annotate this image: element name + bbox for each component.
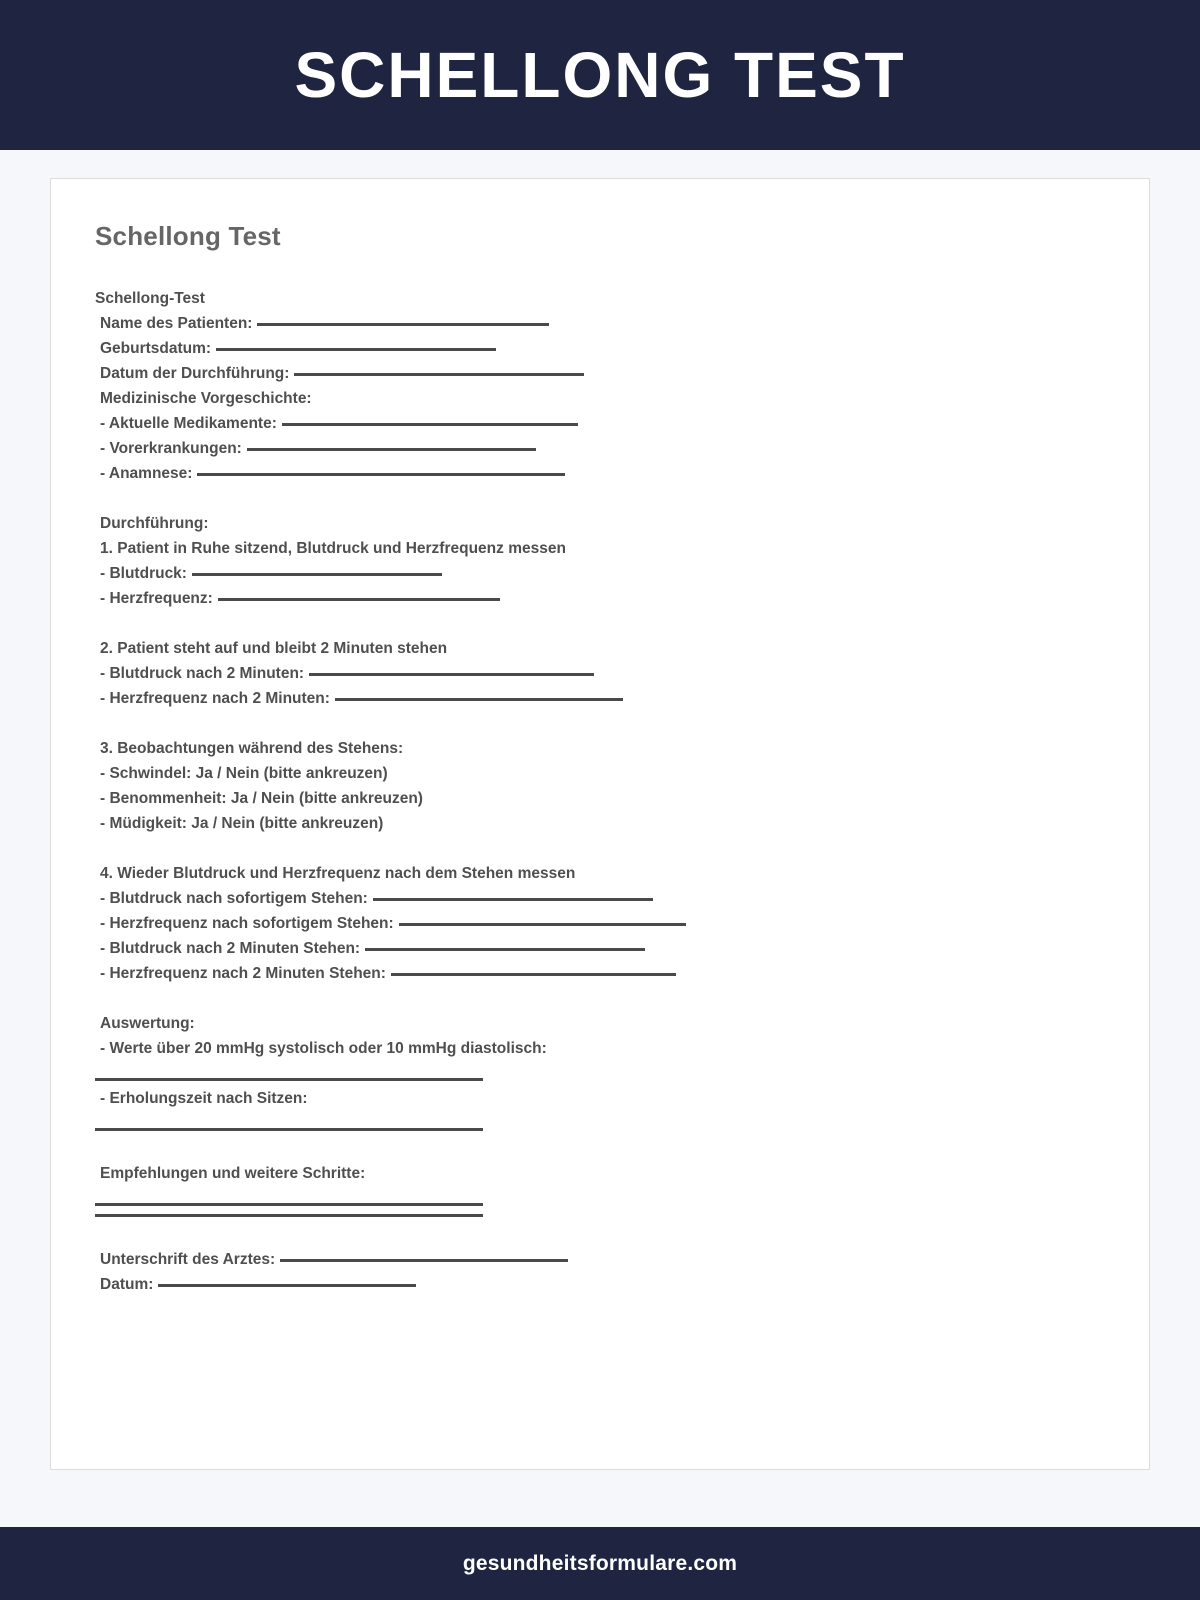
fill-in-rule[interactable] [391,973,676,976]
section-spacer [95,1136,1105,1161]
field-label: - Blutdruck: [100,565,187,582]
heading-empfehlungen [95,1161,1105,1186]
field-label: - Schwindel: Ja / Nein (bitte ankreuzen) [100,765,388,782]
form-card [50,178,1150,1470]
fill-in-rule[interactable] [309,673,594,676]
field-label: - Werte über 20 mmHg systolisch oder 10 mmHg diastolisch: [100,1040,547,1057]
fill-in-rule[interactable] [257,323,549,326]
step-title-label: 4. Wieder Blutdruck und Herzfrequenz nach dem Stehen messen [100,865,576,882]
field-unterschrift-des-arztes[interactable] [95,1247,1105,1272]
field-blutdruck[interactable] [95,561,1105,586]
fill-in-rule-empfehlung-2[interactable] [95,1214,483,1217]
field-herzfrequenz[interactable] [95,586,1105,611]
section-spacer [95,836,1105,861]
field-label: Geburtsdatum: [100,340,212,357]
field-label: - Herzfrequenz nach 2 Minuten: [100,690,330,707]
fill-in-rule[interactable] [373,898,653,901]
field-label: Medizinische Vorgeschichte: [100,390,312,407]
form-card-title: Schellong Test [95,221,281,251]
step-1-title [95,536,1105,561]
heading-auswertung [95,1011,1105,1036]
step-4-title [95,861,1105,886]
field-label: - Aktuelle Medikamente: [100,415,277,432]
field-label: - Blutdruck nach sofortigem Stehen: [100,890,368,907]
step-title-label: 2. Patient steht auf und bleibt 2 Minuten stehen [100,640,448,657]
field-muedigkeit[interactable] [95,811,1105,836]
page-footer [0,1527,1200,1600]
field-benommenheit[interactable] [95,786,1105,811]
fill-in-rule[interactable] [192,573,442,576]
field-label: - Herzfrequenz nach sofortigem Stehen: [100,915,394,932]
fill-in-rule[interactable] [282,423,578,426]
fill-in-rule[interactable] [247,448,536,451]
field-herzfrequenz-nach-2-minuten[interactable] [95,686,1105,711]
page-header [0,0,1200,150]
field-vorerkrankungen[interactable] [95,436,1105,461]
field-herzfrequenz-nach-sofortigem-stehen[interactable] [95,911,1105,936]
fill-in-rule[interactable] [158,1284,416,1287]
section-heading-label: Durchführung: [100,515,209,532]
section-heading-label: Auswertung: [100,1015,195,1032]
section-spacer [95,611,1105,636]
field-label: - Anamnese: [100,465,193,482]
field-label: - Müdigkeit: Ja / Nein (bitte ankreuzen) [100,815,384,832]
form-heading-label: Schellong-Test [95,290,205,307]
fill-in-rule-werte[interactable] [95,1078,483,1081]
heading-durchfuehrung [95,511,1105,536]
field-label: - Vorerkrankungen: [100,440,242,457]
section-spacer [95,986,1105,1011]
field-label: - Blutdruck nach 2 Minuten: [100,665,305,682]
field-label: Unterschrift des Arztes: [100,1251,276,1268]
field-label: - Blutdruck nach 2 Minuten Stehen: [100,940,361,957]
fill-in-rule-empfehlung-1[interactable] [95,1203,483,1206]
field-schwindel[interactable] [95,761,1105,786]
field-label: Datum: [100,1276,154,1293]
label-medizinische-vorgeschichte [95,386,1105,411]
step-3-title [95,736,1105,761]
fill-in-rule[interactable] [216,348,496,351]
section-spacer [95,711,1105,736]
field-aktuelle-medikamente[interactable] [95,411,1105,436]
footer-site-name: gesundheitsformulare.com [462,1551,738,1575]
page-title: SCHELLONG TEST [294,39,906,111]
field-blutdruck-nach-2-minuten[interactable] [95,661,1105,686]
fill-in-rule[interactable] [365,948,645,951]
field-datum-der-durchfuehrung[interactable] [95,361,1105,386]
field-erholungszeit-nach-sitzen [95,1086,1105,1111]
form-heading [95,286,1105,311]
fill-in-rule[interactable] [294,373,584,376]
field-blutdruck-nach-2-minuten-stehen[interactable] [95,936,1105,961]
form-body [95,286,1105,1297]
step-title-label: 3. Beobachtungen während des Stehens: [100,740,404,757]
field-label: - Erholungszeit nach Sitzen: [100,1090,308,1107]
fill-in-rule[interactable] [218,598,500,601]
field-label: - Herzfrequenz nach 2 Minuten Stehen: [100,965,386,982]
field-label: Name des Patienten: [100,315,253,332]
step-2-title [95,636,1105,661]
field-name-des-patienten[interactable] [95,311,1105,336]
field-blutdruck-nach-sofortigem-stehen[interactable] [95,886,1105,911]
field-werte-ueber-grenzwert [95,1036,1105,1061]
section-spacer [95,1222,1105,1247]
step-title-label: 1. Patient in Ruhe sitzend, Blutdruck und Herzfrequenz messen [100,540,566,557]
field-herzfrequenz-nach-2-minuten-stehen[interactable] [95,961,1105,986]
fill-in-rule[interactable] [399,923,686,926]
section-heading-label: Empfehlungen und weitere Schritte: [100,1165,366,1182]
fill-in-rule[interactable] [280,1259,568,1262]
fill-in-rule[interactable] [197,473,565,476]
field-label: Datum der Durchführung: [100,365,290,382]
field-label: - Herzfrequenz: [100,590,213,607]
fill-in-rule-erholungszeit[interactable] [95,1128,483,1131]
field-datum[interactable] [95,1272,1105,1297]
section-spacer [95,486,1105,511]
fill-in-rule[interactable] [335,698,623,701]
field-anamnese[interactable] [95,461,1105,486]
page-content [0,150,1200,1527]
field-geburtsdatum[interactable] [95,336,1105,361]
field-label: - Benommenheit: Ja / Nein (bitte ankreuzen) [100,790,423,807]
